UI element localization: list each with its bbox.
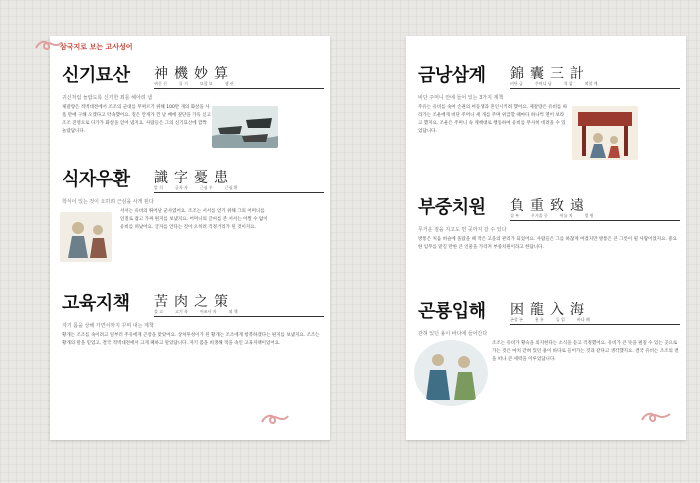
hanja-readings: 곤할 곤 용 룡 들 입 바다 해 — [510, 317, 590, 322]
title-underline — [510, 324, 680, 325]
entry-body: 제갈량은 적벽대전에서 조조의 군대를 무찌르기 위해 100만 개의 화살을 사흘 만에 구해 오겠다고 약속했어요. 짙은 안개가 낀 날 배에 짚단을 가득 싣고 조조 진영으로 다가가 화살을 얻어 냈지요. 사람들은 그의 신기묘산에 깜짝 놀랐답니다. — [62, 105, 212, 134]
scholar-illustration-icon — [60, 212, 112, 262]
palace-illustration-icon — [572, 106, 638, 160]
entry-body: 주유는 유비를 속여 손권의 여동생과 혼인시키려 했어요. 제갈량은 유비를 따라가는 조운에게 비단 주머니 세 개를 주며 위급할 때마다 하나씩 열어 보라고 했지요. 조운은 주머니 속 계책대로 행동하여 유비를 무사히 데려올 수 있었답니다. — [418, 105, 568, 134]
entry-hanja: 識字憂患 — [154, 170, 234, 186]
entry-title: 식자우환 — [62, 169, 130, 190]
entry-title: 고육지책 — [62, 293, 130, 314]
entry-goyukjichaek — [62, 292, 324, 348]
entry-body: 방통은 처음 벼슬에 올랐을 때 작은 고을의 관리가 되었어요. 사람들은 그를 하찮게 여겼지만 방통은 큰 그릇이 될 사람이었지요. 중요한 임무를 맡길 만한 큰 인물을 가리켜 부중치원이라고 한답니다. — [418, 237, 677, 250]
entry-meaning: 비단 주머니 안에 들어 있는 3가지 계책 — [418, 95, 504, 101]
title-underline — [510, 88, 680, 89]
entry-singimyosan — [62, 64, 324, 136]
ships-illustration-icon — [212, 106, 278, 148]
chapter-tag: 삼국지로 보는 고사성어 — [60, 43, 133, 51]
entry-meaning: 갇혀 있던 용이 바다에 들어간다 — [418, 331, 488, 337]
entry-meaning: 귀신처럼 놀랍도록 신기한 꾀를 헤아려 냄 — [62, 95, 153, 101]
title-underline — [510, 220, 680, 221]
title-underline — [154, 88, 324, 89]
entry-body: 황개는 조조를 속이려고 일부러 주유에게 곤장을 맞았어요. 상처투성이가 된 황개는 조조에게 항복하겠다는 편지를 보냈지요. 조조는 황개의 말을 믿었고, 결국 적벽대전에서 크게 패하고 말았답니다. 자기 몸을 희생해 적을 속인 고육지책이었어요. — [62, 333, 320, 346]
title-underline — [154, 316, 324, 317]
entry-body: 조조는 유비가 황숙을 의지한다는 소식을 듣고 걱정했어요. 유비가 큰 뜻을 펼칠 수 있는 곳으로 가는 것은 마치 갇혀 있던 용이 바다로 들어가는 것과 같다고 생각했지요. 결국 유비는 조조의 곁을 떠나 큰 세력을 이루었답니다. — [492, 341, 679, 362]
entry-title: 부중치원 — [418, 197, 486, 218]
hanja-readings: 알 식 글자 자 근심 우 근심 환 — [154, 185, 238, 190]
entry-hanja: 困龍入海 — [510, 302, 590, 318]
hanja-readings: 귀신 신 틀 기 묘할 묘 셈 산 — [154, 81, 234, 86]
entry-title: 금낭삼계 — [418, 65, 486, 86]
cloud-swirl-icon — [640, 408, 672, 424]
entry-hanja: 負重致遠 — [510, 198, 590, 214]
entry-meaning: 자기 몸을 상해 가면서까지 꾸며 내는 계책 — [62, 323, 154, 329]
title-underline — [154, 192, 324, 193]
hanja-readings: 비단 금 주머니 낭 석 삼 꾀할 계 — [510, 81, 598, 86]
entry-hanja: 錦囊三計 — [510, 66, 590, 82]
entry-body: 서서는 유비의 뛰어난 군사였어요. 조조는 서서를 얻기 위해 그의 어머니를 인질로 잡고 가짜 편지를 보냈지요. 어머니의 글씨를 본 서서는 어쩔 수 없이 유비를 떠났어요. 글자를 안다는 것이 오히려 걱정거리가 된 것이지요. — [120, 209, 268, 230]
entry-meaning: 무거운 짐을 지고도 먼 곳까지 갈 수 있다 — [418, 227, 507, 233]
hanja-readings: 쓸 고 고기 육 어조사 지 꾀 책 — [154, 309, 238, 314]
entry-hanja: 神機妙算 — [154, 66, 234, 82]
hanja-readings: 질 부 무거울 중 이를 치 멀 원 — [510, 213, 594, 218]
cloud-swirl-icon — [260, 410, 290, 426]
entry-meaning: 학식이 있는 것이 오히려 근심을 사게 된다 — [62, 199, 154, 205]
entry-title: 곤룡입해 — [418, 301, 486, 322]
entry-geumnangsamgye — [418, 64, 680, 136]
entry-bujungchiwon — [418, 196, 680, 252]
warriors-illustration-icon — [414, 340, 488, 406]
entry-title: 신기묘산 — [62, 65, 130, 86]
entry-hanja: 苦肉之策 — [154, 294, 234, 310]
